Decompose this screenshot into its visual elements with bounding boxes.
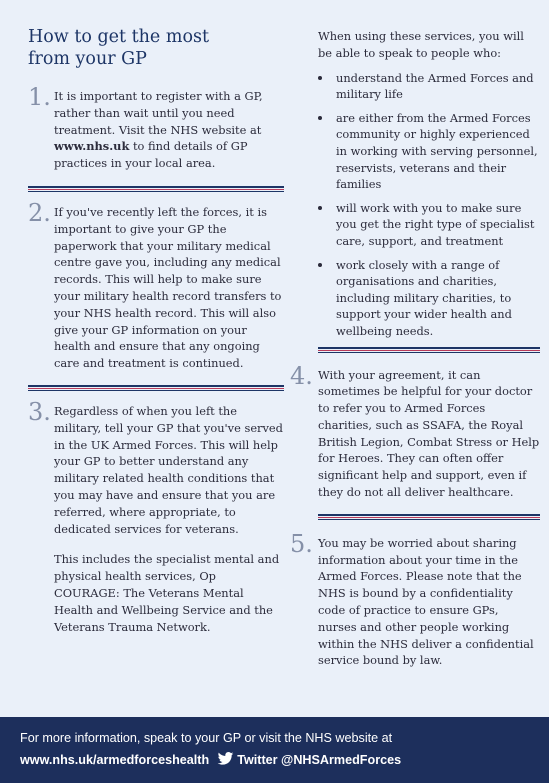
bullet-icon <box>318 206 322 210</box>
list-item: understand the Armed Forces and military life <box>318 70 540 103</box>
step-5 <box>290 529 540 669</box>
left-column <box>28 26 284 635</box>
step-number: 4. <box>290 361 313 390</box>
footer-links <box>20 752 401 767</box>
page-title <box>28 26 284 70</box>
step-1-text: It is important to register with a GP, rather than wait until you need treatment. Visit the NHS website at www.nhs.uk to find details of GP practices in your local area. <box>54 89 263 171</box>
services-list <box>318 70 540 340</box>
list-item: are either from the Armed Forces community or highly experienced in working with serving personnel, reservists, veterans and their families <box>318 110 540 193</box>
footer-info-text: For more information, speak to your GP or visit the NHS website at <box>20 731 393 745</box>
right-column <box>290 28 540 669</box>
bullet-icon <box>318 263 322 267</box>
step-number: 3. <box>28 397 51 426</box>
step-2-text: If you've recently left the forces, it is important to give your GP the paperwork that your military medical centre gave you, including any medical records. This will help to make sure your military health record transfers to your NHS health record. This will also give your GP information on your health and ensure that any ongoing care and treatment is continued. <box>54 204 282 371</box>
step-number: 1. <box>28 83 51 111</box>
twitter-bird-icon <box>217 752 234 765</box>
title-line-2: from your GP <box>28 49 147 69</box>
step-number: 5. <box>290 529 313 558</box>
divider <box>28 385 284 392</box>
footer-banner <box>0 717 549 783</box>
nhs-link[interactable]: www.nhs.uk <box>54 139 130 154</box>
bullet-icon <box>318 76 322 80</box>
footer-url-link[interactable]: www.nhs.uk/armedforceshealth <box>20 753 210 767</box>
divider <box>28 186 284 193</box>
divider <box>318 514 540 521</box>
step-3-text: Regardless of when you left the military, tell your GP that you've served in the UK Armed Forces. This will help your GP to better understand any military related health conditions that you may have and ensure that you are referred, where appropriate, to dedicated services for veterans. <box>54 403 283 536</box>
services-intro: When using these services, you will be able to speak to people who: <box>318 29 524 60</box>
step-2 <box>28 198 284 372</box>
divider <box>318 347 540 354</box>
step-4-text: With your agreement, it can sometimes be helpful for your doctor to refer you to Armed Forces charities, such as SSAFA, the Royal British Legion, Combat Stress or Help for Heroes. They can often offer significant help and support, even if they do not all deliver healthcare. <box>318 367 540 500</box>
step-3 <box>28 397 284 635</box>
title-line-1: How to get the most <box>28 27 209 47</box>
list-item: will work with you to make sure you get the right type of specialist care, support, and treatment <box>318 200 540 250</box>
twitter-handle-link[interactable]: Twitter @NHSArmedForces <box>237 753 402 767</box>
list-item: work closely with a range of organisations and charities, including military charities, to support your wider health and wellbeing needs. <box>318 257 540 340</box>
step-number: 2. <box>28 198 51 227</box>
bullet-icon <box>318 116 322 120</box>
step-5-text: You may be worried about sharing information about your time in the Armed Forces. Please note that the NHS is bound by a confidentiality code of practice to ensure GPs, nurses and other people working within the NHS deliver a confidential service bound by law. <box>318 535 534 668</box>
step-1 <box>28 83 284 172</box>
step-4 <box>290 361 540 501</box>
step-3-text-2: This includes the specialist mental and physical health services, Op COURAGE: The Veterans Mental Health and Wellbeing Service and the Veterans Trauma Network. <box>54 552 280 634</box>
